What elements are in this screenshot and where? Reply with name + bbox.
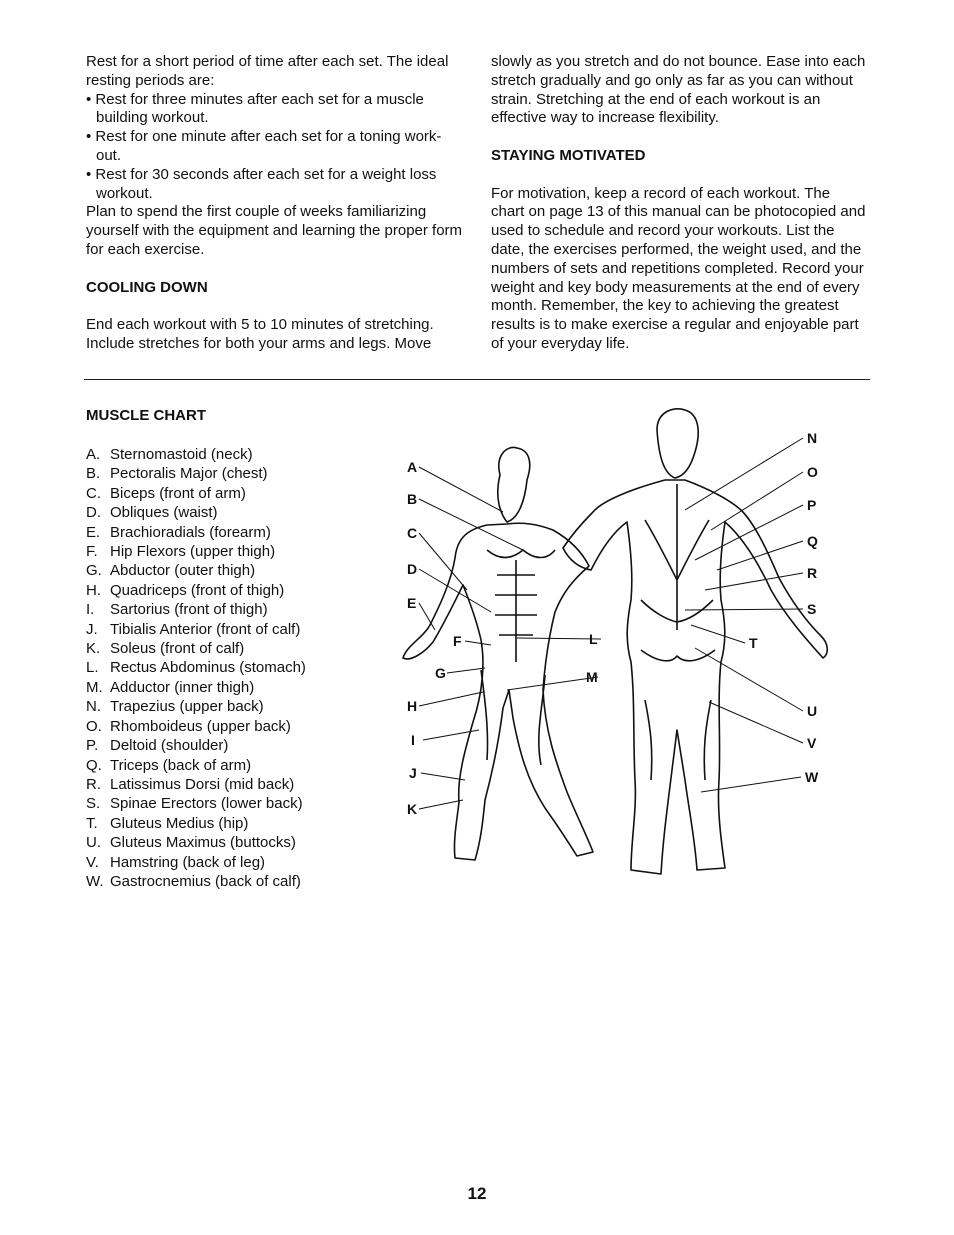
muscle-list-item bbox=[86, 775, 306, 794]
staying-motivated-heading: STAYING MOTIVATED bbox=[491, 146, 646, 164]
list-item: • Rest for one minute after each set for a toning work-out. bbox=[86, 128, 466, 166]
muscle-list-item bbox=[86, 503, 306, 522]
rest-intro-paragraph: Rest for a short period of time after each set. The ideal resting periods are: bbox=[86, 53, 449, 89]
muscle-list-item bbox=[86, 678, 306, 697]
muscle-letter: U. bbox=[86, 834, 101, 852]
figure-label: G bbox=[435, 665, 446, 681]
muscle-name: Rhomboideus (upper back) bbox=[110, 717, 291, 735]
figure-label: R bbox=[807, 565, 818, 581]
muscle-letter: S. bbox=[86, 795, 101, 813]
muscle-name: Triceps (back of arm) bbox=[110, 756, 252, 774]
page-number: 12 bbox=[467, 1184, 487, 1203]
rest-periods-list bbox=[86, 91, 466, 204]
muscle-name: Hamstring (back of leg) bbox=[110, 853, 266, 871]
list-item: • Rest for three minutes after each set for a muscle building workout. bbox=[86, 91, 466, 129]
muscle-letter: D. bbox=[86, 504, 101, 522]
muscle-list-item bbox=[86, 484, 306, 503]
muscle-name: Spinae Erectors (lower back) bbox=[110, 795, 303, 813]
leader-line bbox=[465, 641, 491, 645]
muscle-name: Abductor (outer thigh) bbox=[110, 562, 256, 580]
muscle-name: Sartorius (front of thigh) bbox=[110, 601, 268, 619]
leader-line bbox=[711, 472, 803, 530]
muscle-name: Obliques (waist) bbox=[110, 504, 218, 522]
leader-line bbox=[421, 773, 465, 780]
stretch-paragraph: slowly as you stretch and do not bounce. Ease into each stretch gradually and go only as far as you can without strain. Stretching at the end of each workout is an effective way to increase flexibility. bbox=[491, 53, 866, 127]
muscle-letter: C. bbox=[86, 484, 101, 502]
muscle-letter: O. bbox=[86, 717, 102, 735]
muscle-letter: L. bbox=[86, 659, 99, 677]
figure-label: O bbox=[807, 464, 818, 480]
muscle-letter: G. bbox=[86, 562, 102, 580]
figure-label: A bbox=[407, 459, 418, 475]
figure-label: N bbox=[807, 430, 818, 446]
muscle-name: Deltoid (shoulder) bbox=[110, 737, 229, 755]
muscle-letter: H. bbox=[86, 581, 101, 599]
cooling-down-heading: COOLING DOWN bbox=[86, 278, 208, 296]
figure-label: B bbox=[407, 491, 418, 507]
muscle-list-item bbox=[86, 833, 306, 852]
leader-line bbox=[695, 505, 803, 560]
muscle-list-item bbox=[86, 445, 306, 464]
leader-line bbox=[717, 541, 803, 570]
muscle-list-item bbox=[86, 736, 306, 755]
figure-label: D bbox=[407, 561, 418, 577]
muscle-anatomy-figure bbox=[395, 400, 845, 900]
muscle-name: Gastrocnemius (back of calf) bbox=[110, 872, 301, 890]
figure-label: F bbox=[453, 633, 462, 649]
staying-motivated-paragraph: For motivation, keep a record of each workout. The chart on page 13 of this manual can be photocopied and used to schedule and record your workouts. List the date, the exercises performed, the weight used, and the numbers of sets and repetitions completed. Record your weight and key body measurements at the end of every month. Remember, the key to achieving the greatest results is to make exercise a regular and enjoyable part of your everyday life. bbox=[491, 184, 866, 352]
muscle-list-item bbox=[86, 523, 306, 542]
section-divider bbox=[84, 379, 870, 380]
muscle-list-item bbox=[86, 464, 306, 483]
muscle-letter: R. bbox=[86, 775, 101, 793]
muscle-name: Soleus (front of calf) bbox=[110, 640, 245, 658]
muscle-name: Tibialis Anterior (front of calf) bbox=[110, 620, 301, 638]
muscle-letter: V. bbox=[86, 853, 99, 871]
figure-label: H bbox=[407, 698, 418, 714]
figure-label: I bbox=[411, 732, 415, 748]
muscle-list-item bbox=[86, 561, 306, 580]
muscle-list-item bbox=[86, 794, 306, 813]
muscle-letter: I. bbox=[86, 601, 95, 619]
figure-label: C bbox=[407, 525, 418, 541]
leader-line bbox=[709, 702, 803, 743]
muscle-list-item bbox=[86, 697, 306, 716]
muscle-letter: P. bbox=[86, 737, 99, 755]
muscle-list-item bbox=[86, 600, 306, 619]
figure-label: M bbox=[586, 669, 598, 685]
muscle-name: Latissimus Dorsi (mid back) bbox=[110, 775, 295, 793]
muscle-name: Pectoralis Major (chest) bbox=[110, 465, 268, 483]
leader-line bbox=[419, 603, 435, 630]
leader-line bbox=[423, 730, 479, 740]
leader-line bbox=[447, 668, 485, 673]
figure-label: Q bbox=[807, 533, 818, 549]
muscle-letter: Q. bbox=[86, 756, 102, 774]
leader-line bbox=[701, 777, 801, 792]
figure-label: L bbox=[589, 631, 598, 647]
leader-line bbox=[685, 438, 803, 510]
muscle-list-item bbox=[86, 717, 306, 736]
muscle-letter: W. bbox=[86, 872, 104, 890]
muscle-name: Biceps (front of arm) bbox=[110, 484, 246, 502]
muscle-list-item bbox=[86, 814, 306, 833]
leader-line bbox=[419, 800, 463, 809]
muscle-diagram-svg bbox=[395, 400, 845, 900]
muscle-letter: T. bbox=[86, 814, 98, 832]
figure-labels bbox=[407, 430, 819, 817]
muscle-list-item bbox=[86, 853, 306, 872]
muscle-name: Gluteus Medius (hip) bbox=[110, 814, 249, 832]
muscle-letter: B. bbox=[86, 465, 101, 483]
back-body-outline bbox=[563, 409, 827, 874]
muscle-list-item bbox=[86, 639, 306, 658]
familiarize-paragraph: Plan to spend the first couple of weeks familiarizing yourself with the equipment and learning the proper form for each exercise. bbox=[86, 203, 463, 258]
muscle-letter: F. bbox=[86, 543, 98, 561]
muscle-letter: N. bbox=[86, 698, 101, 716]
figure-label: T bbox=[749, 635, 758, 651]
left-text-column bbox=[86, 53, 466, 354]
muscle-list-item bbox=[86, 581, 306, 600]
muscle-letter: E. bbox=[86, 523, 101, 541]
figure-label: E bbox=[407, 595, 417, 611]
muscle-letter: A. bbox=[86, 446, 101, 463]
muscle-chart-list bbox=[86, 445, 306, 891]
muscle-chart-title: MUSCLE CHART bbox=[86, 407, 206, 424]
muscle-name: Hip Flexors (upper thigh) bbox=[110, 543, 276, 561]
leader-line bbox=[419, 692, 483, 706]
muscle-list-item bbox=[86, 756, 306, 775]
muscle-name: Quadriceps (front of thigh) bbox=[110, 581, 285, 599]
muscle-name: Trapezius (upper back) bbox=[110, 698, 264, 716]
figure-label: W bbox=[805, 769, 819, 785]
cooling-down-paragraph: End each workout with 5 to 10 minutes of stretching. Include stretches for both your arms and legs. Move bbox=[86, 316, 434, 352]
figure-label: K bbox=[407, 801, 418, 817]
muscle-name: Rectus Abdominus (stomach) bbox=[110, 659, 306, 677]
figure-label: J bbox=[409, 765, 417, 781]
figure-label: U bbox=[807, 703, 818, 719]
muscle-letter: K. bbox=[86, 640, 101, 658]
muscle-list-item bbox=[86, 620, 306, 639]
muscle-name: Gluteus Maximus (buttocks) bbox=[110, 834, 296, 852]
muscle-letter: M. bbox=[86, 678, 103, 696]
figure-label: S bbox=[807, 601, 817, 617]
right-text-column bbox=[491, 53, 866, 354]
muscle-list-item bbox=[86, 542, 306, 561]
leader-line bbox=[691, 625, 745, 643]
muscle-name: Brachioradials (forearm) bbox=[110, 523, 271, 541]
muscle-name: Adductor (inner thigh) bbox=[110, 678, 255, 696]
figure-label: P bbox=[807, 497, 817, 513]
muscle-list-item bbox=[86, 872, 306, 891]
list-item: • Rest for 30 seconds after each set for a weight loss workout. bbox=[86, 166, 466, 204]
leader-line bbox=[507, 677, 598, 690]
muscle-list-item bbox=[86, 658, 306, 677]
figure-label: V bbox=[807, 735, 817, 751]
muscle-name: Sternomastoid (neck) bbox=[110, 446, 253, 463]
muscle-letter: J. bbox=[86, 620, 98, 638]
